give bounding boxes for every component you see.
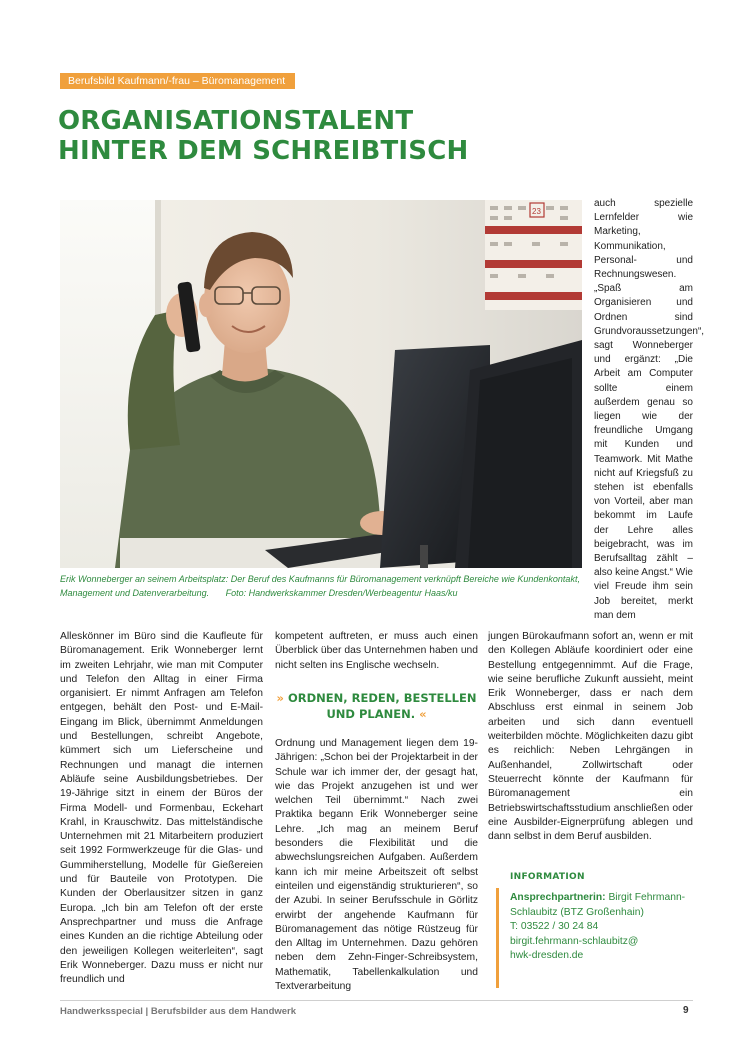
info-accent-bar	[496, 888, 499, 988]
calendar-date: 23	[532, 207, 541, 216]
page-number: 9	[683, 1005, 689, 1016]
pull-quote	[275, 690, 478, 722]
caption-text: Erik Wonneberger an seinem Arbeitsplatz: Der Beruf des Kaufmanns für Büromanagement verknüpft Bereiche wie Kundenkontakt, Management und Datenverarbeitung.	[60, 574, 580, 598]
contact-name: Birgit Fehrmann-Schlaubitz (BTZ Großenhain)	[510, 892, 686, 918]
info-title: INFORMATION	[510, 872, 585, 882]
column-2-bottom-text: Ordnung und Management liegen dem 19-Jährigen: „Schon bei der Projektarbeit in der Schule war ich immer der, der gesagt hat, wie das Projekt anzugehen ist und wer welchen Teil übernimmt.“ Nach zwei Praktika begann Erik Wonneberger seine Lehre. „Ich mag an meinem Beruf besonders die Flexibilität und die abwechslungsreichen Aufgaben. Außerdem kann ich mir meine Arbeitszeit oft selbst einteilen und eigenständig strukturieren“, so der Azubi. In seiner Berufsschule in Görlitz erwirbt der angehende Kaufmann für Büromanagement das nötige Rüstzeug für den Alltag im Unternehmen. Dazu gehören neben dem Zehn-Finger-Schreibsystem, Mathematik, Tabellenkalkulation und Textverarbeitung	[275, 738, 478, 993]
headline-line-1: ORGANISATIONSTALENT	[58, 106, 414, 136]
column-3-text: jungen Bürokaufmann sofort an, wenn er mit den Kollegen Abläufe koordiniert oder eine Bestellung entgegennimmt. Auf die Frage, wie seine berufliche Zukunft aussieht, meint Erik Wonneberger, dass er nach dem Abschluss erst einmal in seinem Job arbeiten und sich dann eventuell weiterbilden möchte. Möglichkeiten dazu gibt es reichlich: Neben Lehrgängen in Außenhandel, Zollwirtschaft oder Steuerrecht könnte der Kaufmann für Büromanagement ein Betriebswirtschaftsstudium anschließen oder eine Ausbilder-Eignerprüfung ablegen und dann selbst in dem Beruf ausbilden.	[488, 631, 693, 843]
contact-phone: T: 03522 / 30 24 84	[510, 921, 599, 933]
article-photo	[60, 200, 582, 568]
footer-publication: Handwerksspecial | Berufsbilder aus dem Handwerk	[60, 1006, 297, 1017]
column-1-text: Alleskönner im Büro sind die Kaufleute für Büromanagement. Erik Wonneberger lernt im zweiten Lehrjahr, wie man mit Computer und Telefon den Alltag in einer Firma organisiert. Er nimmt Anfragen am Telefon entgegen, behält den Post- und E-Mail-Eingang im Blick, übernimmt Anmeldungen und Bestellungen, schreibt Angebote, kümmert sich um Lieferscheine und Rechnungen und managt die internen Abläufe seine Ausbildungsbetriebes. Der 19-Jährige sitzt in einem der Büros der Firma Modell- und Formenbau, Eckehart Krahl, in Krauschwitz. Das mittelständische Unternehmen mit 21 Mitarbeitern produziert seit 1992 Formwerkzeuge für die Glas- und Gummiherstellung, Modelle für Gießereien und für Bauteile von Prototypen. Die Kunden der Oberlausitzer sitzen in ganz Europa. „Ich bin am Telefon oft der erste Ansprechpartner und muss die Anfrage eines Kunden an die richtige Abteilung oder den jeweiligen Kollegen weiterleiten“, sagt Erik Wonneberger. Dazu muss er nicht nur freundlich und	[60, 631, 263, 986]
quote-open-mark: »	[276, 691, 284, 705]
contact-email-line-2[interactable]: hwk-dresden.de	[510, 950, 584, 962]
pull-quote-line-1: ORDNEN, REDEN, BESTELLEN	[287, 691, 477, 705]
photo-credit: Foto: Handwerkskammer Dresden/Werbeagentur Haas/ku	[225, 588, 458, 598]
contact-email-line-1[interactable]: birgit.fehrmann-schlaubitz@	[510, 935, 639, 947]
category-tag: Berufsbild Kaufmann/-frau – Büromanagement	[60, 73, 295, 89]
info-box	[510, 891, 695, 964]
headline	[58, 106, 478, 166]
quote-close-mark: «	[419, 707, 427, 721]
right-column-text: auch spezielle Lernfelder wie Marketing, Kommunikation, Personal- und Rechnungswesen. „Spaß am Organisieren und Ordnen sind Grundvoraussetzungen“, sagt Wonneberger und ergänzt: „Die Arbeit am Computer sollte einem außerdem genau so liegen wie der freundliche Umgang mit Kunden und Teamwork. Mit Mathe nicht auf Kriegsfuß zu stehen ist ebenfalls von Vorteil, aber man bekommt im Laufe der Lehre alles beigebracht, was im Berufsalltag zählt – also keine Angst.“ Wie viel Freude ihm sein Job bereitet, merkt man dem	[594, 198, 705, 621]
photo-caption	[60, 572, 584, 600]
contact-label: Ansprechpartnerin:	[510, 892, 606, 903]
headline-line-2: HINTER DEM SCHREIBTISCH	[58, 136, 469, 166]
pull-quote-line-2: UND PLANEN.	[326, 707, 416, 721]
column-2-top-text: kompetent auftreten, er muss auch einen Überblick über das Unternehmen haben und nicht selten ins Englische wechseln.	[275, 631, 478, 671]
footer-divider	[60, 1000, 693, 1001]
